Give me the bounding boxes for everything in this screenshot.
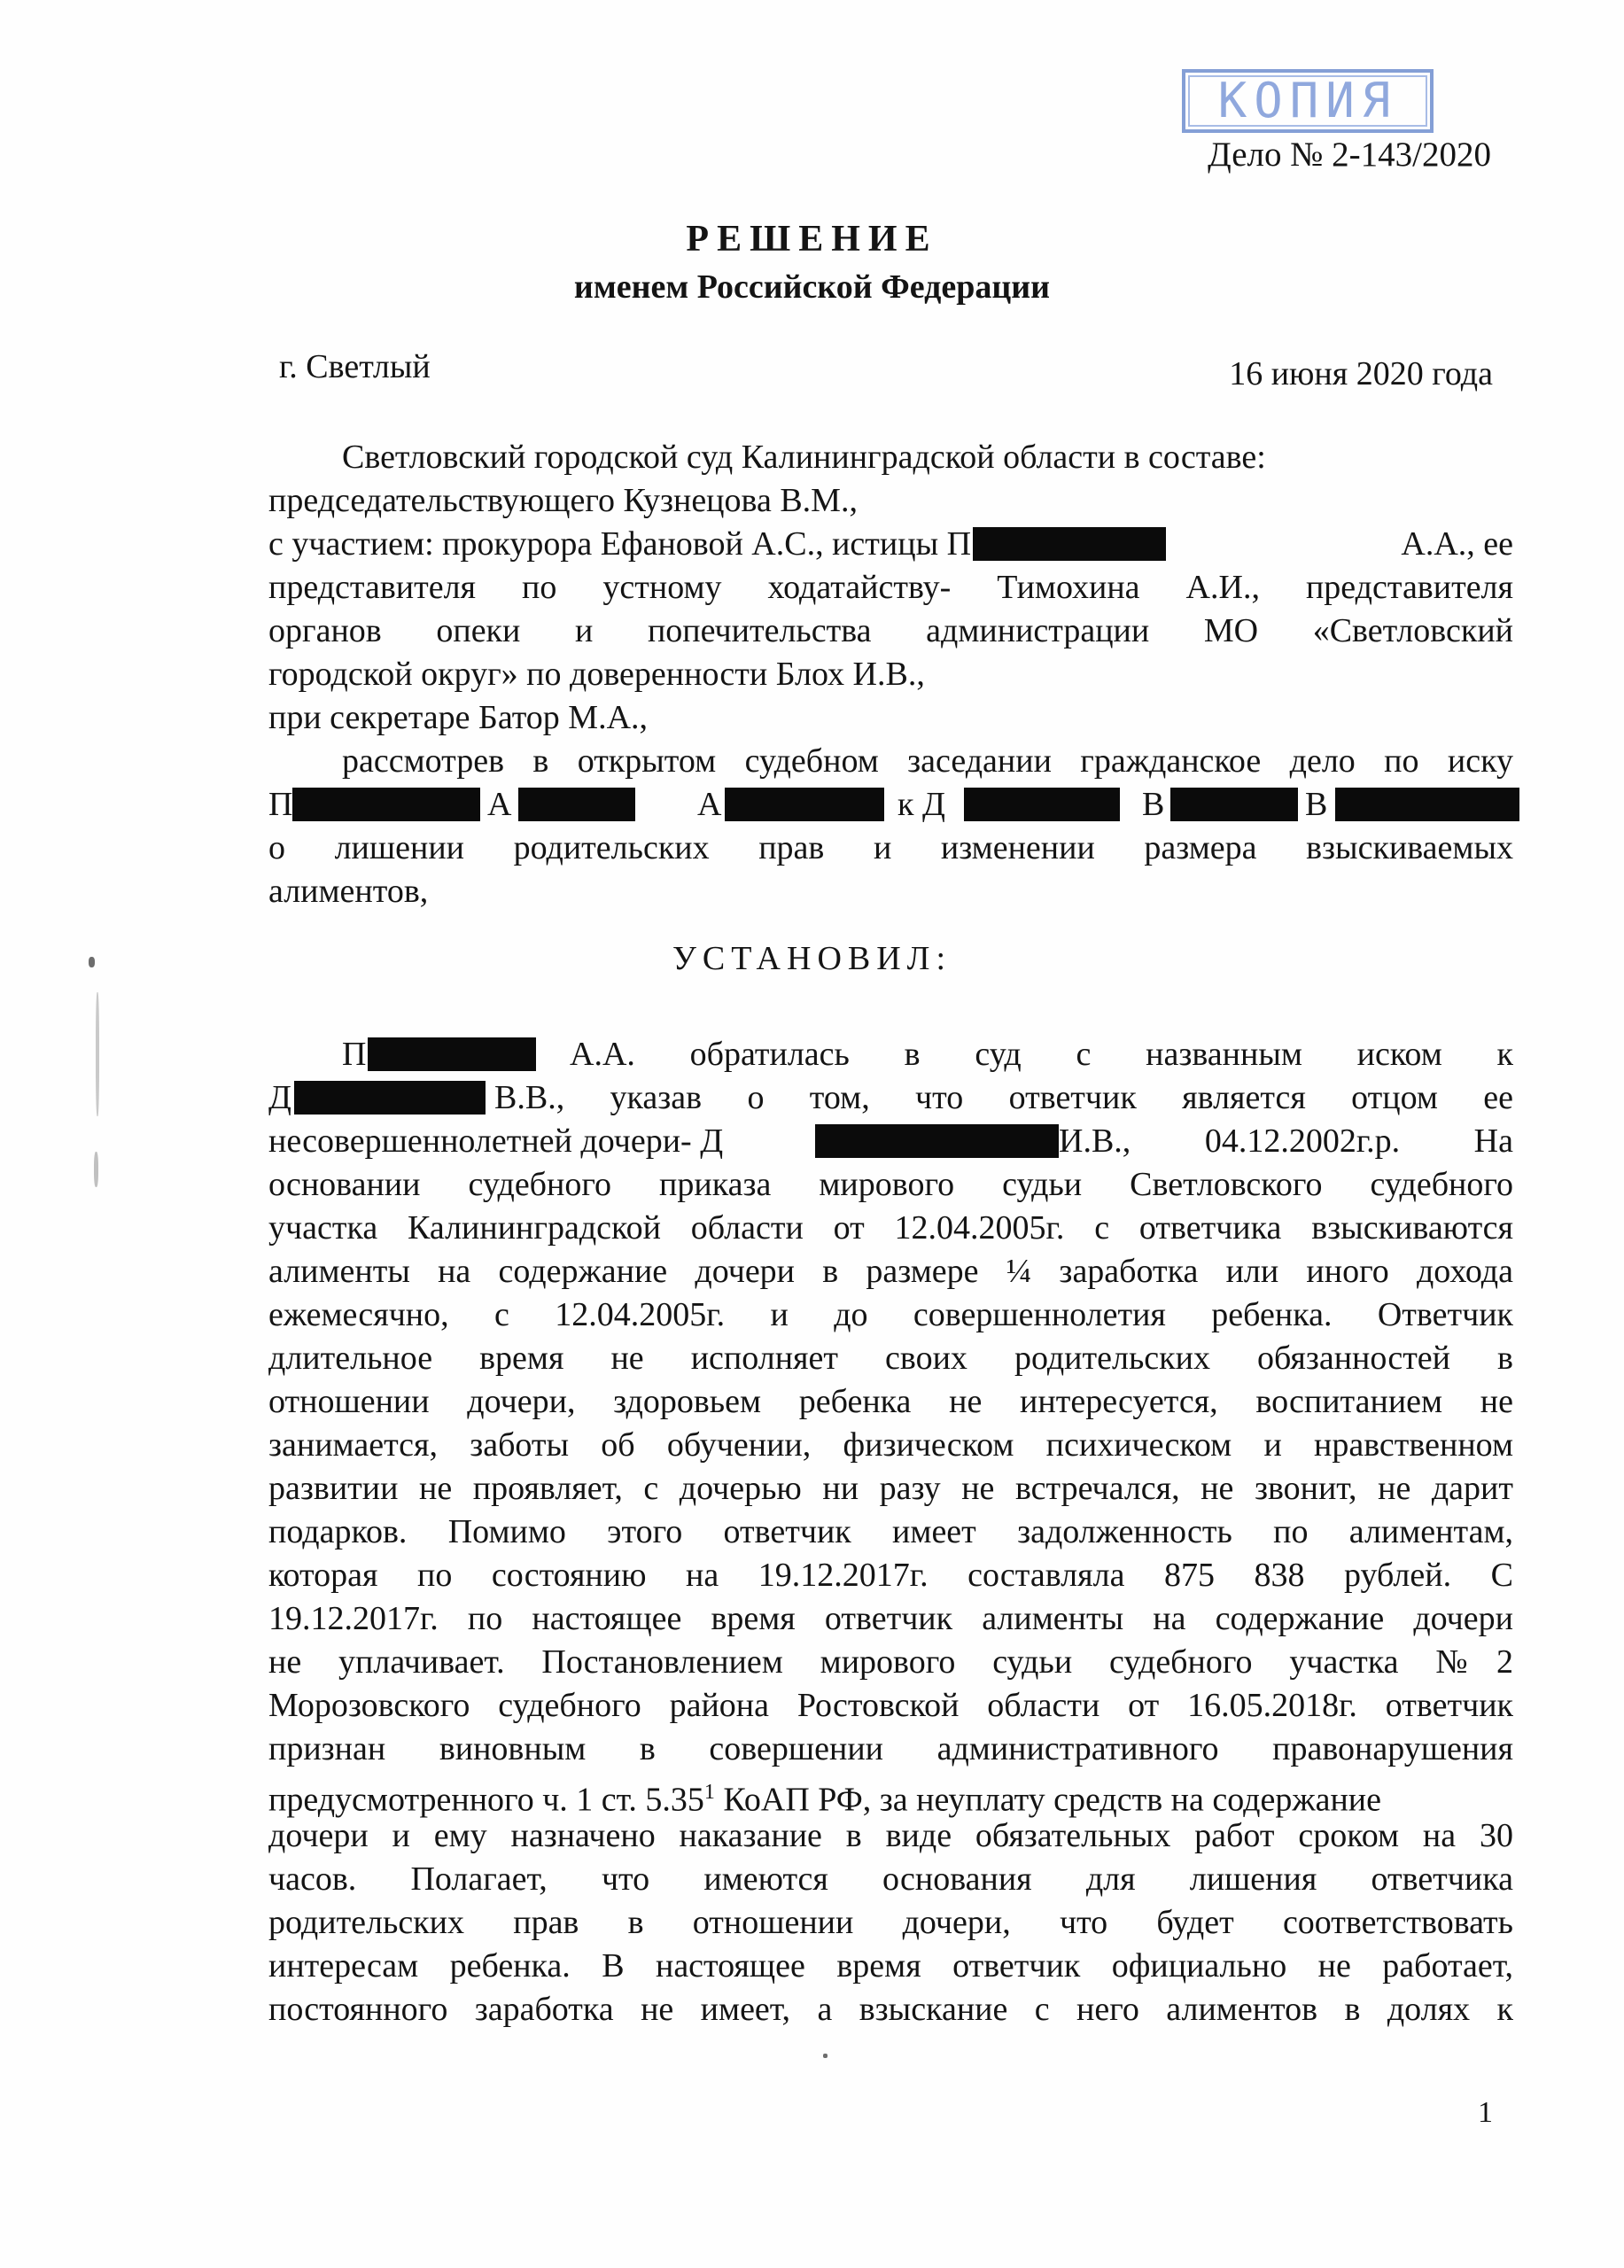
body-line: отношении дочери, здоровьем ребенка не интересуется, воспитанием не <box>268 1383 1513 1420</box>
body-line <box>268 1076 1513 1119</box>
city: г. Светлый <box>279 348 431 385</box>
body-text: В.В., указав о том, что ответчик является отцом ее <box>494 1079 1513 1116</box>
intro-text: А.А., ее <box>1401 525 1513 563</box>
superscript: 1 <box>703 1781 715 1804</box>
party-initial: В <box>1142 786 1165 823</box>
intro-line: о лишении родительских прав и изменении размера взыскиваемых <box>268 829 1513 866</box>
body-text: П <box>342 1036 367 1073</box>
party-initial: А <box>487 786 512 823</box>
redaction-block <box>964 788 1120 821</box>
redaction-block <box>368 1037 536 1071</box>
body-line: родительских прав в отношении дочери, что будет соответствовать <box>268 1904 1513 1941</box>
body-line: часов. Полагает, что имеются основания для лишения ответчика <box>268 1860 1513 1898</box>
body-text: КоАП РФ, за неуплату средств на содержание <box>714 1781 1381 1819</box>
redaction-block <box>294 1081 486 1115</box>
body-line <box>268 1120 1513 1162</box>
decision-date: 16 июня 2020 года <box>1229 355 1493 392</box>
body-line: Морозовского судебного района Ростовской области от 16.05.2018г. ответчик <box>268 1687 1513 1724</box>
scan-speck <box>89 957 95 967</box>
body-line: которая по состоянию на 19.12.2017г. составляла 875 838 рублей. С <box>268 1557 1513 1594</box>
body-text: И.В., 04.12.2002г.р. На <box>1059 1122 1513 1160</box>
scan-streak <box>96 992 99 1116</box>
body-line: интересам ребенка. В настоящее время ответчик официально не работает, <box>268 1947 1513 1984</box>
party-initial: А <box>697 786 722 823</box>
body-text: А.А. обратилась в суд с названным иском к <box>570 1036 1513 1073</box>
intro-text: с участием: прокурора Ефановой А.С., истицы П <box>268 525 972 563</box>
redaction-block <box>518 788 635 821</box>
intro-line: Светловский городской суд Калининградской области в составе: <box>342 439 1266 476</box>
intro-line: председательствующего Кузнецова В.М., <box>268 482 858 519</box>
body-line: 19.12.2017г. по настоящее время ответчик алименты на содержание дочери <box>268 1600 1513 1637</box>
intro-line-parties <box>268 783 1513 826</box>
intro-line: алиментов, <box>268 873 429 910</box>
body-line: развитии не проявляет, с дочерью ни разу не встречался, не звонит, не дарит <box>268 1470 1513 1507</box>
body-line: участка Калининградской области от 12.04.2005г. с ответчика взыскиваются <box>268 1209 1513 1247</box>
body-line: длительное время не исполняет своих родительских обязанностей в <box>268 1340 1513 1377</box>
party-initial: В <box>1305 786 1328 823</box>
body-line: постоянного заработка не имеет, а взыскание с него алиментов в долях к <box>268 1991 1513 2028</box>
party-initial: к Д <box>897 786 945 823</box>
case-number: Дело № 2-143/2020 <box>1208 136 1491 174</box>
redaction-block <box>292 788 480 821</box>
body-text: несовершеннолетней дочери- Д <box>268 1122 724 1160</box>
scan-speck <box>823 2054 828 2058</box>
body-text: Д <box>268 1079 291 1116</box>
intro-line <box>268 523 1513 565</box>
document-subtitle: именем Российской Федерации <box>573 268 1051 306</box>
intro-line: представителя по устному ходатайству- Тимохина А.И., представителя <box>268 569 1513 606</box>
redaction-block <box>1170 788 1298 821</box>
intro-line: рассмотрев в открытом судебном заседании гражданское дело по иску <box>342 742 1513 780</box>
body-line: занимается, заботы об обучении, физическом психическом и нравственном <box>268 1426 1513 1464</box>
intro-line: органов опеки и попечительства администрации МО «Светловский <box>268 612 1513 649</box>
section-title: УСТАНОВИЛ: <box>672 940 952 977</box>
body-line: признан виновным в совершении административного правонарушения <box>268 1730 1513 1767</box>
body-line: дочери и ему назначено наказание в виде обязательных работ сроком на 30 <box>268 1817 1513 1854</box>
redaction-block <box>815 1124 1059 1158</box>
body-line: не уплачивает. Постановлением мирового судьи судебного участка №2 <box>268 1643 1513 1681</box>
body-line <box>268 1771 1513 1819</box>
body-line: основании судебного приказа мирового судьи Светловского судебного <box>268 1166 1513 1203</box>
page-number: 1 <box>1478 2096 1493 2129</box>
intro-line: при секретаре Батор М.А., <box>268 699 649 736</box>
scan-streak <box>94 1152 98 1187</box>
redaction-block <box>973 527 1166 561</box>
redaction-block <box>725 788 884 821</box>
party-initial: П <box>268 786 293 823</box>
document-title: РЕШЕНИЕ <box>686 219 938 260</box>
copy-stamp: КОПИЯ <box>1182 69 1434 133</box>
redaction-block <box>1335 788 1519 821</box>
body-line <box>268 1033 1513 1076</box>
body-line: алименты на содержание дочери в размере ¼ заработка или иного дохода <box>268 1253 1513 1290</box>
intro-line: городской округ» по доверенности Блох И.В., <box>268 656 925 693</box>
body-text: предусмотренного ч. 1 ст. 5.35 <box>268 1781 704 1819</box>
body-line: подарков. Помимо этого ответчик имеет задолженность по алиментам, <box>268 1513 1513 1550</box>
body-line: ежемесячно, с 12.04.2005г. и до совершеннолетия ребенка. Ответчик <box>268 1296 1513 1333</box>
